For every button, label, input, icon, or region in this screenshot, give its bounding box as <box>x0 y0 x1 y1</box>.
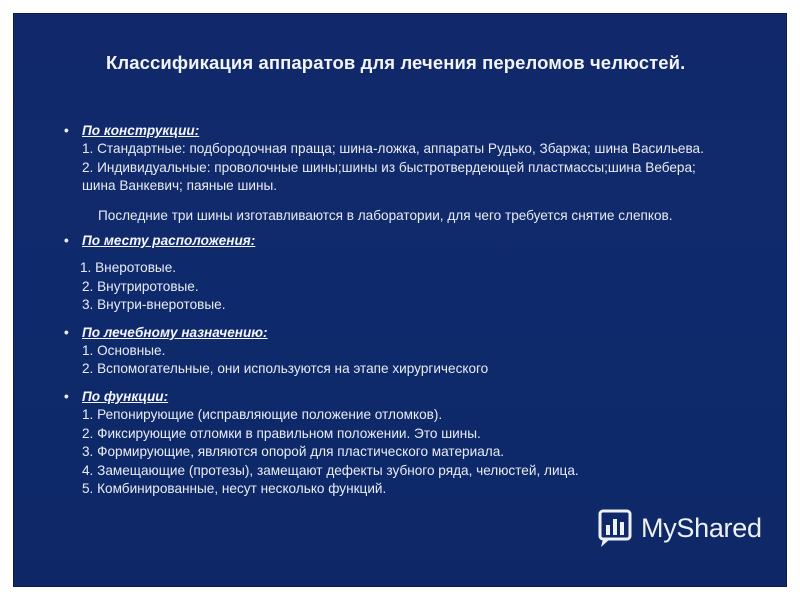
section-purpose <box>64 324 774 379</box>
section-function <box>64 388 774 498</box>
bullet-icon: • <box>64 233 69 249</box>
list-item: 5. Комбинированные, несут несколько функций. <box>82 480 387 496</box>
section-heading-row <box>64 232 774 250</box>
section-heading: По конструкции: <box>82 123 200 138</box>
list-item: 1. Внеротовые. <box>80 260 177 276</box>
section-note: Последние три шины изготавливаются в лаборатории, для чего требуется снятие слепков. <box>98 207 673 223</box>
section-heading: По лечебному назначению: <box>82 324 268 340</box>
list-item: 2. Вспомогательные, они используются на этапе хирургического <box>82 361 489 377</box>
bullet-icon: • <box>64 123 69 138</box>
list-item: 1. Стандартные: подбородочная праща; шина-ложка, аппараты Рудько, Збаржа; шина Васильева. <box>82 141 704 157</box>
section-heading: По месту расположения: <box>82 233 256 249</box>
list-item: 3. Формирующие, являются опорой для пластического материала. <box>82 444 505 460</box>
list-item: 2. Индивидуальные: проволочные шины;шины из быстротвердеющей пластмассы;шина Вебера; <box>82 159 696 175</box>
page-margin-left <box>0 118 14 600</box>
slide-title: Классификация аппаратов для лечения переломов челюстей. <box>106 52 686 73</box>
list-item: 2. Фиксирующие отломки в правильном положении. Это шины. <box>82 425 481 441</box>
list-item: 1. Основные. <box>82 343 166 359</box>
page-margin-right <box>786 118 800 600</box>
section-heading-row <box>64 324 774 342</box>
watermark-logo <box>597 508 762 548</box>
list-item: шина Ванкевич; паяные шины. <box>82 178 278 194</box>
section-construction <box>64 122 774 225</box>
myshared-logo-icon <box>597 508 635 548</box>
list-item: 1. Репонирующие (исправляющие положение отломков). <box>82 407 443 423</box>
bullet-icon: • <box>64 324 69 340</box>
presentation-slide <box>14 14 786 586</box>
section-heading-row <box>64 388 774 406</box>
section-location <box>64 232 774 315</box>
section-heading: По функции: <box>82 388 169 404</box>
bullet-icon: • <box>64 388 69 404</box>
section-heading-row <box>64 122 774 140</box>
slide-content <box>64 122 774 498</box>
watermark-text: MyShared <box>641 512 762 543</box>
list-item: 3. Внутри-внеротовые. <box>82 297 226 313</box>
list-item: 4. Замещающие (протезы), замещают дефекты зубного ряда, челюстей, лица. <box>82 462 579 478</box>
list-item: 2. Внутриротовые. <box>82 278 199 294</box>
